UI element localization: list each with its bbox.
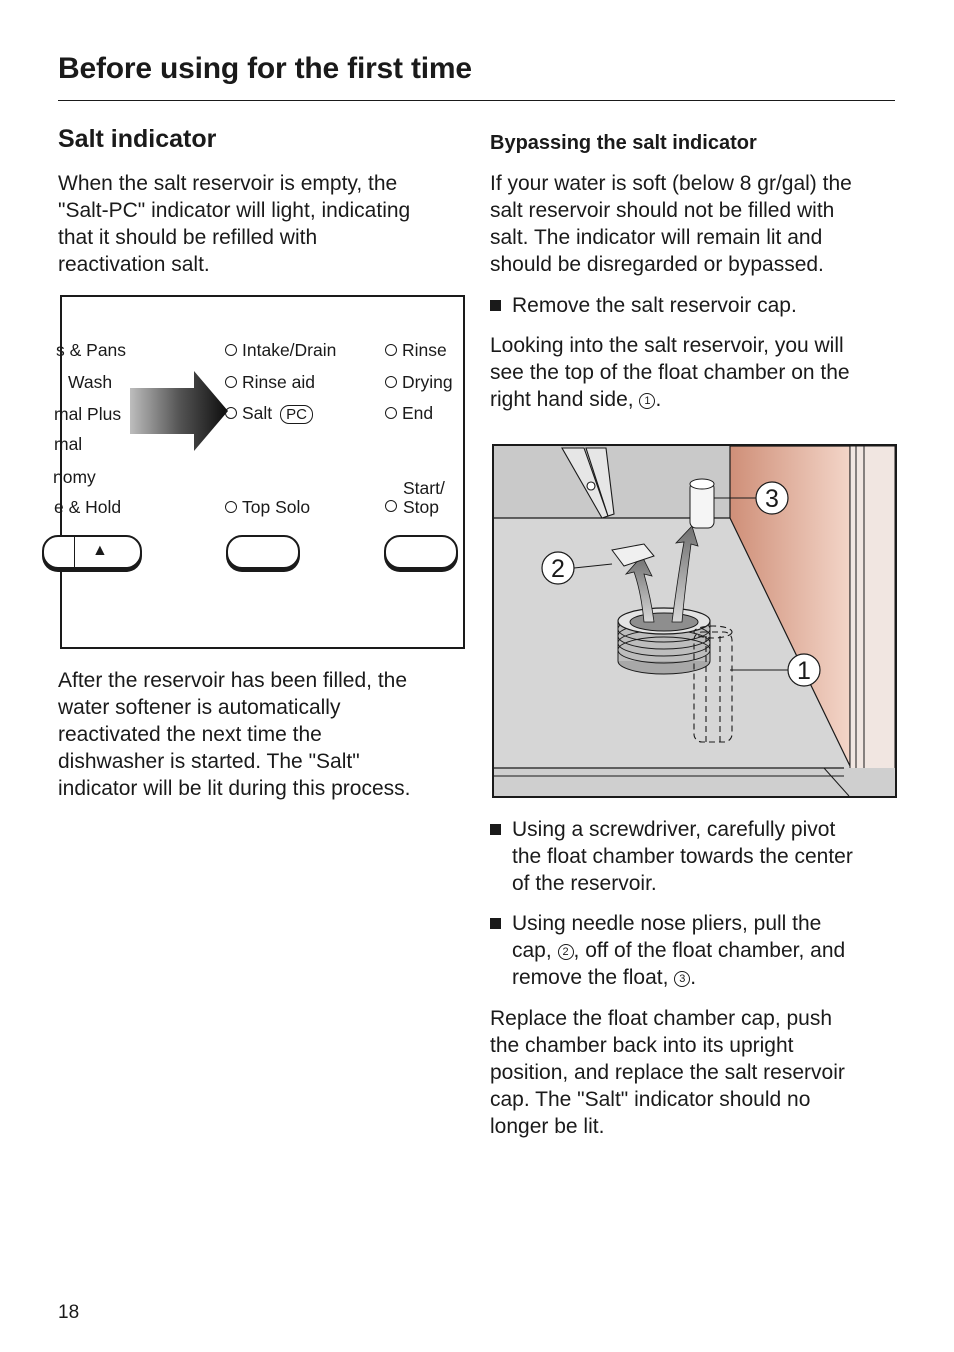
- callout-1-label: 1: [797, 657, 811, 685]
- arrow-right-icon: [130, 371, 240, 453]
- replace-cap-text: Replace the float chamber cap, push the chamber back into its upright position, and replace the salt reservoir cap. The "Salt" indicator should no longer be lit.: [490, 1007, 845, 1138]
- indicator-label: Salt: [242, 403, 273, 423]
- salt-indicator-intro: When the salt reservoir is empty, the "Salt-PC" indicator will light, indicating that it should be refilled with reactivation salt.: [58, 172, 411, 276]
- indicator-end: [385, 403, 433, 423]
- indicator-rinse-aid: [225, 372, 315, 392]
- up-arrow-icon: ▲: [92, 542, 108, 559]
- indicator-light-icon: [385, 376, 397, 388]
- bullet-pivot-chamber: Using a screwdriver, carefully pivot the float chamber towards the center of the reservoir.: [490, 816, 907, 897]
- float-chamber-text: Looking into the salt reservoir, you will see the top of the float chamber on the right hand side, 1 .: [490, 334, 850, 411]
- callout-3-label: 3: [765, 485, 779, 513]
- program-label: mal Plus: [54, 404, 122, 424]
- title-rule: [58, 100, 895, 101]
- indicator-label: End: [402, 403, 434, 423]
- salt-reservoir-illustration: [492, 444, 897, 798]
- indicator-label: Rinse aid: [242, 372, 315, 392]
- indicator-label: Drying: [402, 372, 453, 392]
- callout-2-label: 2: [551, 555, 565, 583]
- pc-badge: PC: [280, 405, 313, 424]
- indicator-light-icon: [225, 344, 237, 356]
- indicator-label: Top Solo: [242, 497, 311, 517]
- salt-indicator-heading: Salt indicator: [58, 125, 217, 153]
- indicator-top-solo: [225, 497, 310, 517]
- top-solo-button: [226, 535, 300, 569]
- indicator-drying: [385, 372, 453, 392]
- button-divider: [74, 537, 75, 567]
- bullet-text-part: , off of the float chamber, and remove the float,: [512, 939, 846, 989]
- indicator-light-icon: [225, 376, 237, 388]
- indicator-label: Intake/Drain: [242, 340, 337, 360]
- program-label: e & Hold: [54, 497, 122, 517]
- program-label: Wash: [68, 372, 113, 392]
- indicator-intake-drain: [225, 340, 336, 360]
- indicator-light-icon: [385, 500, 397, 512]
- salt-reservoir-drawing: [494, 446, 895, 796]
- bullet-remove-cap: Remove the salt reservoir cap.: [490, 292, 902, 319]
- program-select-button: [42, 535, 142, 569]
- indicator-light-icon: [225, 407, 237, 419]
- callout-ref-1: 1: [639, 393, 655, 409]
- page-number: 18: [58, 1302, 80, 1323]
- bypass-intro: If your water is soft (below 8 gr/gal) the salt reservoir should not be filled with salt. The indicator will remain lit and should be disregarded or bypassed.: [490, 172, 852, 276]
- indicator-salt: [225, 403, 313, 424]
- start-stop-button: [384, 535, 458, 569]
- float-chamber-sentence: Looking into the salt reservoir, you will see the top of the float chamber on the right hand side,: [490, 334, 850, 411]
- bypass-heading: Bypassing the salt indicator: [490, 132, 757, 154]
- indicator-label: Rinse: [402, 340, 447, 360]
- bullet-pull-cap: Using needle nose pliers, pull the cap, 2 , off of the float chamber, and remove the float, 3 .: [490, 910, 907, 991]
- indicator-light-icon: [385, 407, 397, 419]
- program-label: nomy: [53, 467, 96, 487]
- program-label: mal: [54, 434, 83, 454]
- start-stop-label: Start/ Stop: [403, 478, 445, 517]
- control-panel-illustration: [53, 295, 465, 649]
- bullet-text-part: Using needle nose pliers, pull the cap,: [512, 912, 822, 962]
- after-refill-text: After the reservoir has been filled, the water softener is automatically reactivated the next time the dishwasher is started. The "Salt" indicator will be lit during this process.: [58, 669, 411, 800]
- indicator-rinse: [385, 340, 447, 360]
- indicator-light-icon: [385, 344, 397, 356]
- callout-ref-2: 2: [558, 944, 574, 960]
- indicator-light-icon: [225, 501, 237, 513]
- page-title: Before using for the first time: [58, 52, 472, 85]
- callout-ref-3: 3: [674, 971, 690, 987]
- program-label: s & Pans: [56, 340, 127, 360]
